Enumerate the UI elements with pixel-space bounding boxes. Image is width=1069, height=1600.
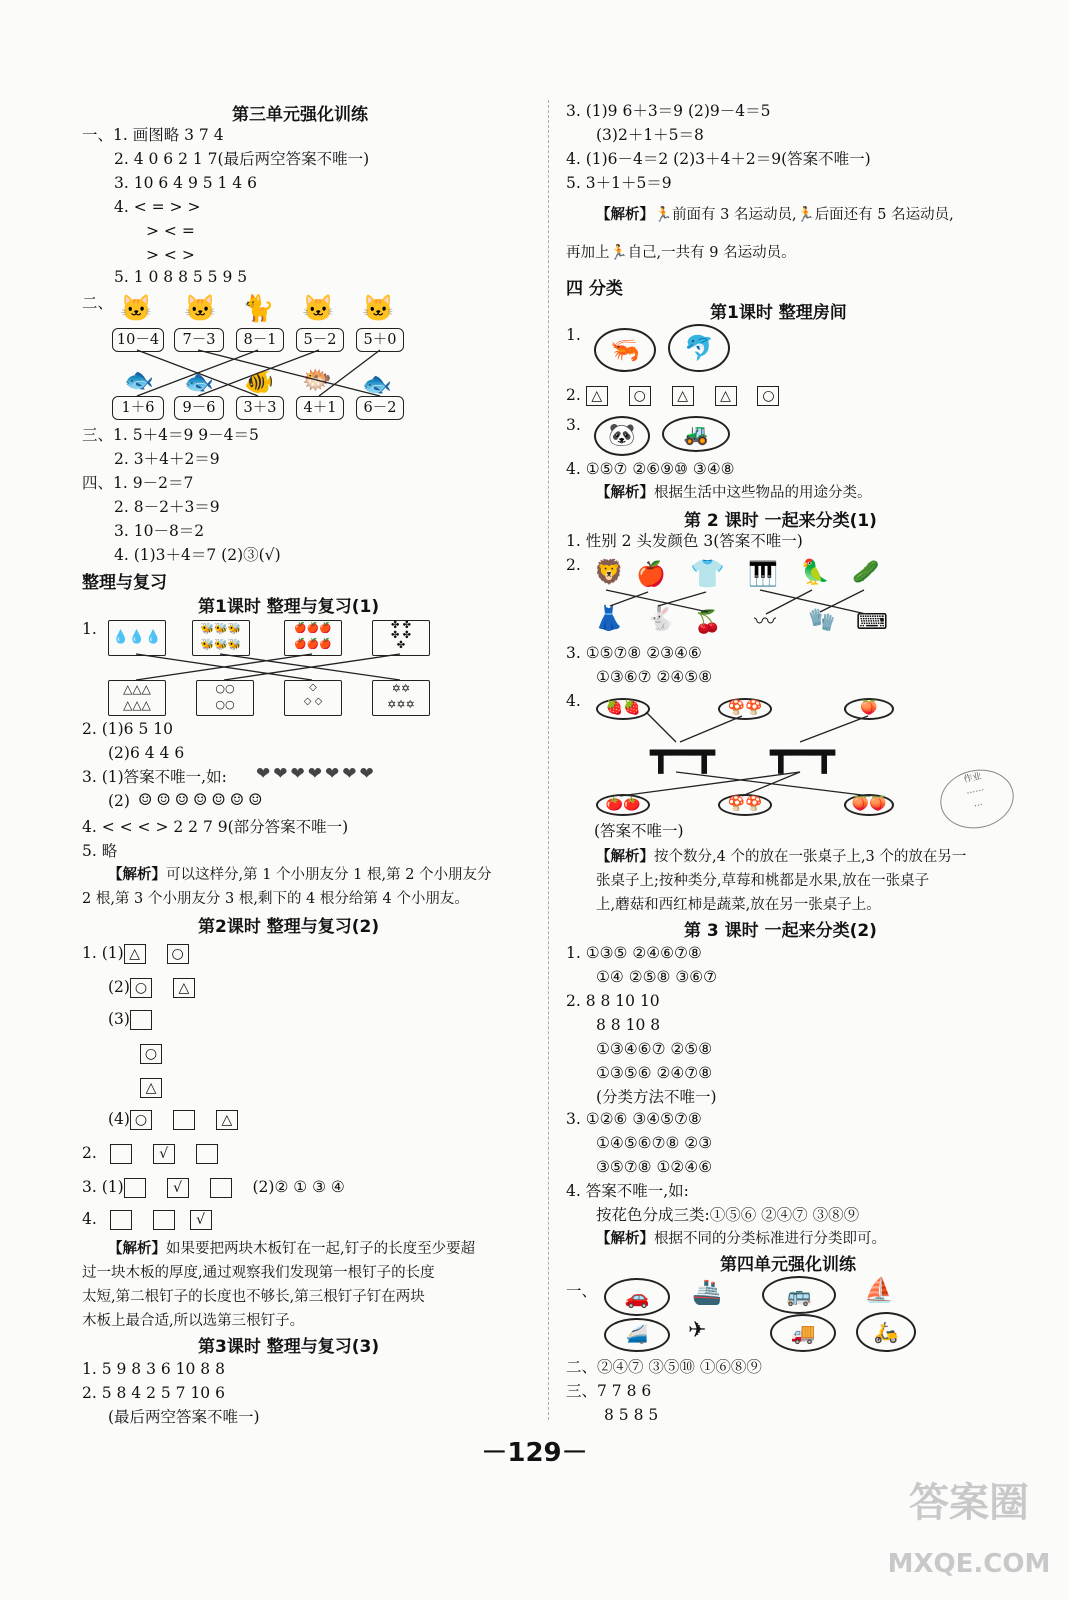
train-icon: 🚄 <box>625 1324 649 1345</box>
u4-q3a: 三、7 7 8 6 <box>566 1382 652 1400</box>
u3-q4-4: 4. (1)3＋4＝7 (2)③(√) <box>114 546 281 564</box>
r1-q1: 1. <box>82 620 97 638</box>
match-box-bottom-4: 4＋1 <box>296 396 344 420</box>
u3-q1-4c: > < > <box>146 246 195 264</box>
u4-q3b: 8 5 8 5 <box>604 1406 659 1424</box>
r2-q1-3: (3) <box>108 1008 154 1030</box>
panda-icon: 🐼 <box>608 423 636 448</box>
homework-stamp: 作业 ⋯⋯ ⋯ <box>935 763 1019 835</box>
c3-q3b: ①④⑤⑥⑦⑧ ②③ <box>596 1134 713 1152</box>
c2-analysis-2: 张桌子上;按种类分,草莓和桃都是水果,放在一张桌子 <box>596 873 930 889</box>
analysis-tag: 【解析】 <box>108 867 166 883</box>
answer-box-checked: √ <box>153 1144 175 1164</box>
c2-q4: 4. <box>566 692 581 710</box>
a5-analysis-2: 再加上🏃自己,一共有 9 名运动员。 <box>566 245 796 261</box>
keyboard-icon: ⌨ <box>856 610 888 635</box>
r2-q1-4: (4) ○ △ <box>108 1108 240 1130</box>
circle-icon: ○ <box>130 978 152 998</box>
unit3-title: 第三单元强化训练 <box>232 105 368 125</box>
skirt-icon: 👗 <box>594 604 624 632</box>
triangle-icon: △ <box>586 386 608 406</box>
c2-q1: 1. 性别 2 头发颜色 3(答案不唯一) <box>566 532 803 550</box>
sailboat-icon: ⛵ <box>864 1276 894 1304</box>
r1-q4: 4. < < < > 2 2 7 9(部分答案不唯一) <box>82 818 349 836</box>
fish-icon: 🐡 <box>302 366 332 394</box>
match-box-top-4: 5－2 <box>296 328 344 352</box>
a5-analysis-1: 【解析】🏃前面有 3 名运动员,🏃后面还有 5 名运动员, <box>596 207 954 223</box>
r2-q3: 3. (1) √ (2)② ① ③ ④ <box>82 1178 345 1196</box>
u3-q1-4b: > < = <box>146 222 195 240</box>
r2-q1-1: 1. (1) △ ○ <box>82 942 191 964</box>
count-box-diamonds: ◇ ◇ ◇ <box>284 680 342 716</box>
c2-analysis-1: 【解析】按个数分,4 个的放在一张桌子上,3 个的放在另一 <box>596 849 967 865</box>
cat-icon: 🐱 <box>184 294 217 324</box>
triangle-icon: △ <box>672 386 694 406</box>
page-number: －129－ <box>481 1438 588 1468</box>
u3-q1-1: 一、1. 画图略 3 7 4 <box>82 126 224 144</box>
cat-icon: 🐱 <box>302 294 335 324</box>
bus-icon: 🚌 <box>786 1283 812 1307</box>
match-line <box>606 590 708 612</box>
r1-analysis-2: 2 根,第 3 个小朋友分 3 根,剩下的 4 根分给第 4 个小朋友。 <box>82 891 469 907</box>
bird-icon: 🦜 <box>800 558 830 586</box>
match-line <box>658 592 706 606</box>
shirt-icon: 👕 <box>690 557 725 590</box>
truck-icon: 🚚 <box>790 1321 816 1345</box>
a4: 4. (1)6－4＝2 (2)3＋4＋2＝9(答案不唯一) <box>566 150 871 168</box>
runner-icon: 🏃 <box>654 207 673 223</box>
c3-q1b: ①④ ②⑤⑧ ③⑥⑦ <box>596 968 718 986</box>
c1-q4: 4. ①⑤⑦ ②⑥⑨⑩ ③④⑧ <box>566 460 735 478</box>
c3-q2e: (分类方法不唯一) <box>596 1088 717 1106</box>
c2-q2: 2. <box>566 556 581 574</box>
cat-icon: 🐈 <box>242 294 275 324</box>
c3-q1a: 1. ①③⑤ ②④⑥⑦⑧ <box>566 944 702 962</box>
count-box-bees: 🐝🐝🐝 🐝🐝🐝 <box>192 620 250 656</box>
c2-analysis-3: 上,蘑菇和西红柿是蔬菜,放在另一张桌子上。 <box>596 897 881 913</box>
plate-tomatoes: 🍅🍅 <box>596 794 650 816</box>
circle-icon: ○ <box>757 386 779 406</box>
circle-icon: ○ <box>140 1044 162 1064</box>
u3-q2-label: 二、 <box>82 294 114 312</box>
c3-q2c: ①③④⑥⑦ ②⑤⑧ <box>596 1040 713 1058</box>
plate-mushrooms: 🍄🍄 <box>718 794 772 816</box>
fish-icon: 🐠 <box>244 368 274 396</box>
r1-q3a: 3. (1)答案不唯一,如: <box>82 768 227 786</box>
u3-q1-3: 3. 10 6 4 9 5 1 4 6 <box>114 174 257 192</box>
c3-q3c: ③⑤⑦⑧ ①②④⑥ <box>596 1158 713 1176</box>
airplane-icon: ✈ <box>688 1318 707 1343</box>
runner-icon: 🏃 <box>796 207 815 223</box>
r2-q1-2: (2) ○ △ <box>108 976 197 998</box>
r2-analysis-2: 过一块木板的厚度,通过观察我们发现第一根钉子的长度 <box>82 1265 435 1281</box>
c3-q2a: 2. 8 8 10 10 <box>566 992 660 1010</box>
count-box-apples: 🍎🍎🍎 🍎🍎🍎 <box>284 620 342 656</box>
answer-box-checked: √ <box>167 1178 189 1198</box>
u3-q1-4a: 4. < = > > <box>114 198 201 216</box>
c2-q3b: ①③⑥⑦ ②④⑤⑧ <box>596 668 713 686</box>
dolphin-icon: 🐬 <box>684 334 714 362</box>
r2-q2: 2. √ <box>82 1142 220 1164</box>
fish-icon: 🐟 <box>184 368 214 396</box>
plate-peaches: 🍑🍑 <box>844 794 894 816</box>
plate-strawberries: 🍓🍓 <box>596 698 650 720</box>
r2-analysis-3: 太短,第二根钉子的长度也不够长,第三根钉子钉在两块 <box>82 1289 425 1305</box>
u3-q4-1: 四、1. 9－2＝7 <box>82 474 194 492</box>
u3-q1-2: 2. 4 0 6 2 1 7(最后两空答案不唯一) <box>114 150 370 168</box>
match-box-bottom-1: 1＋6 <box>112 396 164 420</box>
heart-icons: ❤❤❤❤❤❤❤ <box>256 764 377 784</box>
fish-icon: 🐟 <box>124 366 154 394</box>
r3-q1: 1. 5 9 8 3 6 10 8 8 <box>82 1360 225 1378</box>
u3-q1-5: 5. 1 0 8 8 5 5 9 5 <box>114 268 248 286</box>
count-box-circles: ○○ ○○ <box>196 680 254 716</box>
fruit-icon: 🍎 <box>636 560 666 588</box>
c1-q3: 3. <box>566 416 581 434</box>
piano-icon: 🎹 <box>748 560 778 588</box>
watermark-logo: 答案圈 MXQE.COM <box>887 1480 1051 1579</box>
match-line <box>198 350 319 396</box>
table-icon: ┳━┳ <box>650 733 716 774</box>
count-box-drops: 💧💧💧 <box>108 620 166 656</box>
vegetable-icon: 🥒 <box>852 560 880 585</box>
r2-analysis-1: 【解析】如果要把两块木板钉在一起,钉子的长度至少要超 <box>108 1241 476 1257</box>
u4-q2: 二、②④⑦ ③⑤⑩ ①⑥⑧⑨ <box>566 1358 762 1376</box>
plate-peaches: 🍑 <box>844 698 894 720</box>
match-line <box>646 712 676 742</box>
r2-analysis-4: 木板上最合适,所以选第三根钉子。 <box>82 1313 305 1329</box>
r2-q4: 4. √ <box>82 1208 214 1230</box>
answer-box-checked: √ <box>190 1210 212 1230</box>
scooter-icon: 🛵 <box>873 1320 899 1344</box>
c3-q2b: 8 8 10 8 <box>596 1016 661 1034</box>
review-lesson1-title: 第1课时 整理与复习(1) <box>198 597 380 617</box>
match-line <box>319 350 380 396</box>
fish-icon: 🐟 <box>362 370 392 398</box>
c3-analysis: 【解析】根据不同的分类标准进行分类即可。 <box>596 1231 886 1247</box>
count-box-stars: ✡✡ ✡✡✡ <box>372 680 430 716</box>
rabbit-icon: 🐇 <box>646 604 676 632</box>
unit4-heading: 四 分类 <box>566 279 623 299</box>
u3-q3-1: 三、1. 5＋4＝9 9－4＝5 <box>82 426 259 444</box>
a5: 5. 3＋1＋5＝9 <box>566 174 672 192</box>
match-box-bottom-5: 6－2 <box>356 396 404 420</box>
r1-q5: 5. 略 <box>82 842 118 860</box>
u3-q3-2: 2. 3＋4＋2＝9 <box>114 450 220 468</box>
r1-q3b: (2) <box>108 792 130 810</box>
c3-title: 第 3 课时 一起来分类(2) <box>684 921 877 941</box>
match-line <box>610 592 648 606</box>
match-box-top-3: 8－1 <box>236 328 284 352</box>
count-box-triangles: △△△ △△△ <box>108 680 166 716</box>
circle-icon: ○ <box>167 944 189 964</box>
lion-icon: 🦁 <box>594 558 624 586</box>
c1-q2: 2. △ ○ △ △ ○ <box>566 384 781 406</box>
triangle-icon: △ <box>140 1078 162 1098</box>
match-box-bottom-2: 9－6 <box>174 396 224 420</box>
c3-q3a: 3. ①②⑥ ③④⑤⑦⑧ <box>566 1110 702 1128</box>
seahorse-icon: 🦐 <box>610 336 640 364</box>
match-box-bottom-3: 3＋3 <box>236 396 284 420</box>
r1-q2a: 2. (1)6 5 10 <box>82 720 173 738</box>
c3-q4a: 4. 答案不唯一,如: <box>566 1182 689 1200</box>
r3-q2: 2. 5 8 4 2 5 7 10 6 <box>82 1384 225 1402</box>
c3-q2d: ①③⑤⑥ ②④⑦⑧ <box>596 1064 713 1082</box>
plate-mushrooms: 🍄🍄 <box>718 698 772 720</box>
triangle-icon: △ <box>173 978 195 998</box>
match-box-top-2: 7－3 <box>174 328 224 352</box>
r1-analysis-1: 【解析】可以这样分,第 1 个小朋友分 1 根,第 2 个小朋友分 <box>108 867 492 883</box>
car-icon: 🚗 <box>624 1285 650 1309</box>
smiley-icons: ☺☺☺☺☺☺☺ <box>138 790 267 809</box>
match-box-top-5: 5＋0 <box>356 328 404 352</box>
c2-q3a: 3. ①⑤⑦⑧ ②③④⑥ <box>566 644 702 662</box>
glove-icon: 🧤 <box>808 608 836 633</box>
cat-icon: 🐱 <box>362 294 395 324</box>
circle-icon: ○ <box>629 386 651 406</box>
runner-icon: 🏃 <box>609 245 628 261</box>
triangle-icon: △ <box>216 1110 238 1130</box>
u3-q4-2: 2. 8－2＋3＝9 <box>114 498 220 516</box>
c3-q4b: 按花色分成三类:①⑤⑥ ②④⑦ ③⑧⑨ <box>596 1206 860 1224</box>
r1-q2b: (2)6 4 4 6 <box>108 744 185 762</box>
review-lesson2-title: 第2课时 整理与复习(2) <box>198 917 380 937</box>
review-lesson3-title: 第3课时 整理与复习(3) <box>198 1337 380 1357</box>
c1-analysis: 【解析】根据生活中这些物品的用途分类。 <box>596 485 872 501</box>
tank-icon: 🚜 <box>683 422 709 446</box>
table-icon: ┳━┳ <box>770 733 836 774</box>
a3b: (3)2＋1＋5＝8 <box>596 126 704 144</box>
u4-q1: 一、 <box>566 1282 598 1300</box>
circle-icon: ○ <box>130 1110 152 1130</box>
match-line <box>766 590 812 614</box>
r3-note: (最后两空答案不唯一) <box>108 1408 260 1426</box>
c2-note: (答案不唯一) <box>594 822 684 840</box>
c1-title: 第1课时 整理房间 <box>710 303 847 323</box>
triangle-icon: △ <box>715 386 737 406</box>
match-line <box>680 716 742 742</box>
unit4-review-title: 第四单元强化训练 <box>720 1255 856 1275</box>
match-line <box>198 350 380 396</box>
match-box-top-1: 10－4 <box>112 328 164 352</box>
triangle-icon: △ <box>124 944 146 964</box>
u3-q4-3: 3. 10－8＝2 <box>114 522 205 540</box>
cat-icon: 🐱 <box>120 294 153 324</box>
review-heading: 整理与复习 <box>82 573 167 593</box>
c1-q1: 1. <box>566 326 581 344</box>
cherry-icon: 🍒 <box>694 610 722 635</box>
c2-title: 第 2 课时 一起来分类(1) <box>684 511 877 531</box>
count-box-flowers: ✤ ✤ ✤ ✤ ✤ <box>372 620 430 656</box>
match-line <box>800 716 868 742</box>
a3a: 3. (1)9 6＋3＝9 (2)9－4＝5 <box>566 102 771 120</box>
match-line <box>760 590 866 614</box>
hanger-icon: 〰 <box>754 610 777 635</box>
ship-icon: 🚢 <box>692 1278 722 1306</box>
